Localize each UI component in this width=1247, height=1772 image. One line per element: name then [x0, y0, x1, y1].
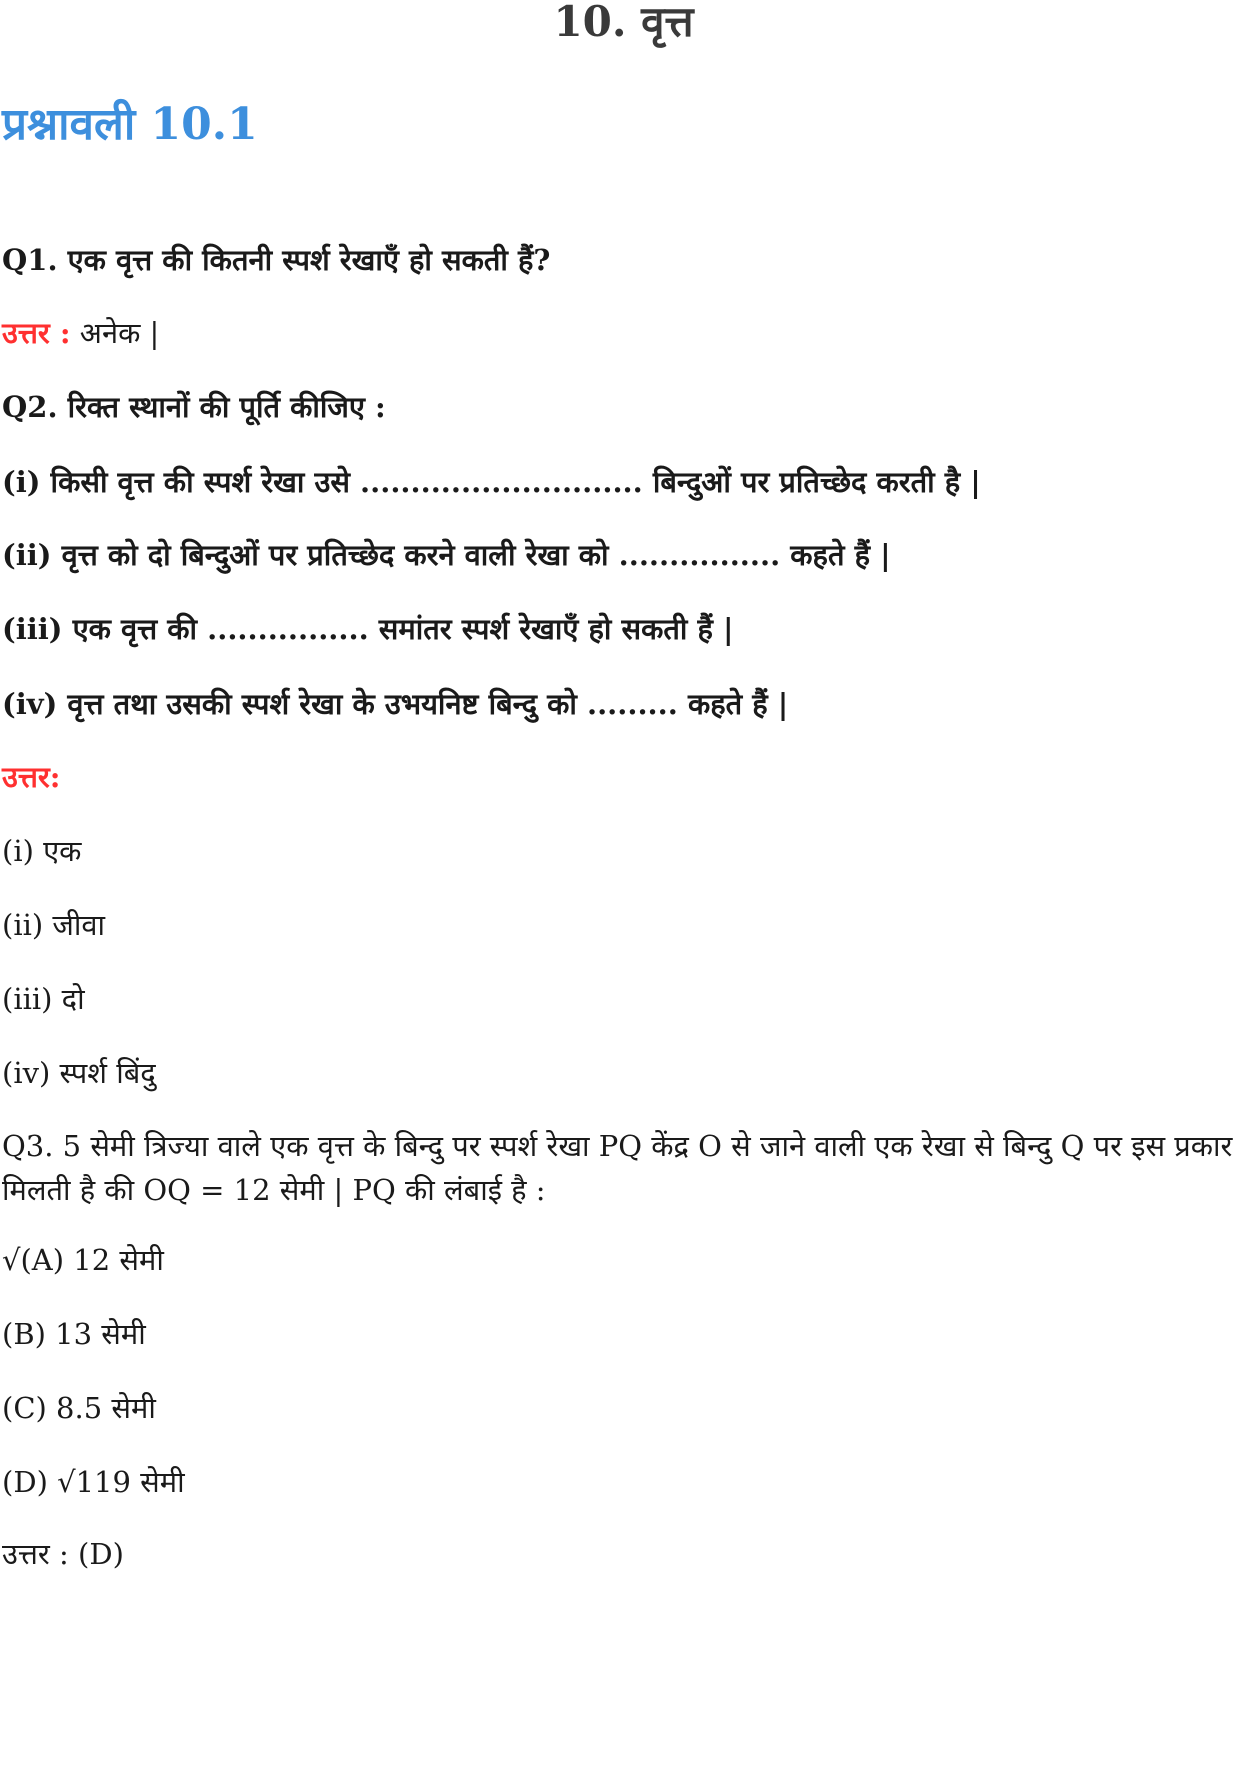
exercise-title: प्रश्नावली 10.1: [2, 99, 258, 150]
q3-question: Q3. 5 सेमी त्रिज्या वाले एक वृत्त के बिन्दु पर स्पर्श रेखा PQ केंद्र O से जाने वाली एक रेखा से बिन्दु Q पर इस प्रकार मिलती है की OQ = 12 सेमी | PQ की लंबाई है :: [2, 1129, 1233, 1207]
chapter-title: 10. वृत्त: [553, 0, 694, 46]
q2-answer-iv: (iv) स्पर्श बिंदु: [2, 1056, 156, 1090]
q2-answer-ii: (ii) जीवा: [2, 908, 106, 942]
q2-part-i: (i) किसी वृत्त की स्पर्श रेखा उसे ............................ बिन्दुओं पर प्रतिच्छेद करती है |: [2, 465, 981, 499]
q3-answer: उत्तर : (D): [2, 1537, 124, 1571]
q2-answer-label: उत्तर:: [2, 760, 61, 794]
q1-answer-text: अनेक |: [70, 316, 160, 350]
q2-question: Q2. रिक्त स्थानों की पूर्ति कीजिए :: [2, 390, 386, 424]
q1-answer-label: उत्तर :: [2, 316, 71, 350]
q3-option-b: (B) 13 सेमी: [2, 1317, 146, 1351]
q2-answer-i: (i) एक: [2, 834, 82, 868]
q1-question: Q1. एक वृत्त की कितनी स्पर्श रेखाएँ हो सकती हैं?: [2, 243, 551, 277]
q2-part-iii: (iii) एक वृत्त की ................ समांतर स्पर्श रेखाएँ हो सकती हैं |: [2, 612, 734, 646]
q3-option-d: (D) √119 सेमी: [2, 1465, 185, 1499]
q1-answer: [2, 313, 159, 353]
q3-option-a: √(A) 12 सेमी: [2, 1243, 164, 1277]
q2-part-iv: (iv) वृत्त तथा उसकी स्पर्श रेखा के उभयनिष्ट बिन्दु को ......... कहते हैं |: [2, 687, 789, 721]
q2-answer-iii: (iii) दो: [2, 982, 85, 1016]
q2-part-ii: (ii) वृत्त को दो बिन्दुओं पर प्रतिच्छेद करने वाली रेखा को ................ कहते हैं |: [2, 538, 891, 572]
q3-option-c: (C) 8.5 सेमी: [2, 1391, 156, 1425]
